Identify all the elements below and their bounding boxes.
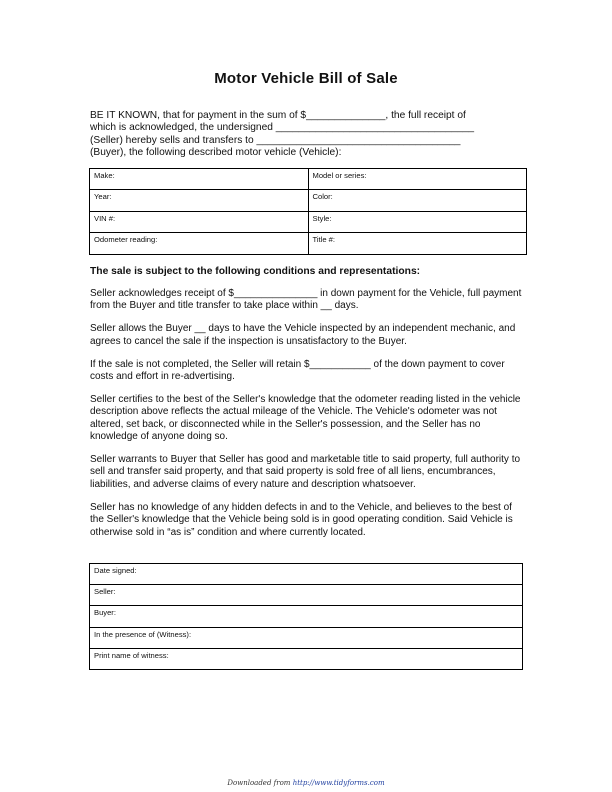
table-row — [90, 190, 527, 211]
condition-paragraph: Seller warrants to Buyer that Seller has good and marketable title to said property, full authority to sell and transfer said property, and that said property is sold free of all liens, encumbrances, liabilities, and adverse claims of every nature and description whatsoever. — [90, 454, 521, 490]
conditions-section — [90, 288, 522, 550]
condition-paragraph: If the sale is not completed, the Seller will retain $___________ of the down payment to cover costs and effort in re-advertising. — [90, 358, 505, 383]
table-row — [90, 211, 527, 232]
condition-paragraph: Seller has no knowledge of any hidden defects in and to the Vehicle, and believes to the best of the Seller's knowledge that the Vehicle being sold is in good operating condition. Said Vehicle is otherwise sold in “as is” condition and where currently located. — [90, 501, 513, 538]
make-field[interactable]: Make: — [90, 169, 309, 190]
condition-paragraph: Seller allows the Buyer __ days to have the Vehicle inspected by an independent mechanic, and agrees to cancel the sale if the inspection is unsatisfactory to the Buyer. — [90, 323, 516, 347]
document-title: Motor Vehicle Bill of Sale — [214, 70, 398, 87]
witness-name-field[interactable]: Print name of witness: — [90, 648, 523, 669]
footer-link[interactable]: http://www.tidyforms.com — [292, 779, 385, 787]
intro-line: BE IT KNOWN, that for payment in the sum of $______________, the full receipt of — [90, 110, 466, 121]
table-row — [90, 606, 523, 627]
conditions-heading: The sale is subject to the following conditions and representations: — [90, 266, 421, 277]
table-row — [90, 233, 527, 254]
model-field[interactable]: Model or series: — [308, 169, 527, 190]
table-row — [90, 627, 523, 648]
vehicle-description-table — [89, 168, 527, 255]
table-row — [90, 169, 527, 190]
style-field[interactable]: Style: — [308, 211, 527, 232]
odometer-field[interactable]: Odometer reading: — [90, 233, 309, 254]
buyer-signature-field[interactable]: Buyer: — [90, 606, 523, 627]
witness-signature-field[interactable]: In the presence of (Witness): — [90, 627, 523, 648]
footer — [0, 779, 612, 787]
table-row — [90, 585, 523, 606]
condition-paragraph: Seller certifies to the best of the Seller's knowledge that the odometer reading listed in the vehicle description above reflects the actual mileage of the Vehicle. The Vehicle's odometer was not altered, set back, or disconnected while in the Seller's possession, and the Seller has no knowledge of anyone doing so. — [90, 393, 521, 443]
intro-line: which is acknowledged, the undersigned ___________________________________ — [90, 122, 475, 134]
table-row — [90, 564, 523, 585]
title-number-field[interactable]: Title #: — [308, 233, 527, 254]
signature-table — [89, 563, 523, 670]
seller-signature-field[interactable]: Seller: — [90, 585, 523, 606]
color-field[interactable]: Color: — [308, 190, 527, 211]
condition-paragraph: Seller acknowledges receipt of $_______________ in down payment for the Vehicle, full payment from the Buyer and title transfer to take place within __ days. — [90, 288, 522, 312]
intro-paragraph — [90, 110, 530, 160]
intro-line: (Seller) hereby sells and transfers to ____________________________________ — [90, 134, 461, 146]
intro-line: (Buyer), the following described motor vehicle (Vehicle): — [90, 147, 342, 159]
table-row — [90, 648, 523, 669]
year-field[interactable]: Year: — [90, 190, 309, 211]
footer-text: Downloaded from — [227, 779, 291, 787]
date-signed-field[interactable]: Date signed: — [90, 564, 523, 585]
vin-field[interactable]: VIN #: — [90, 211, 309, 232]
